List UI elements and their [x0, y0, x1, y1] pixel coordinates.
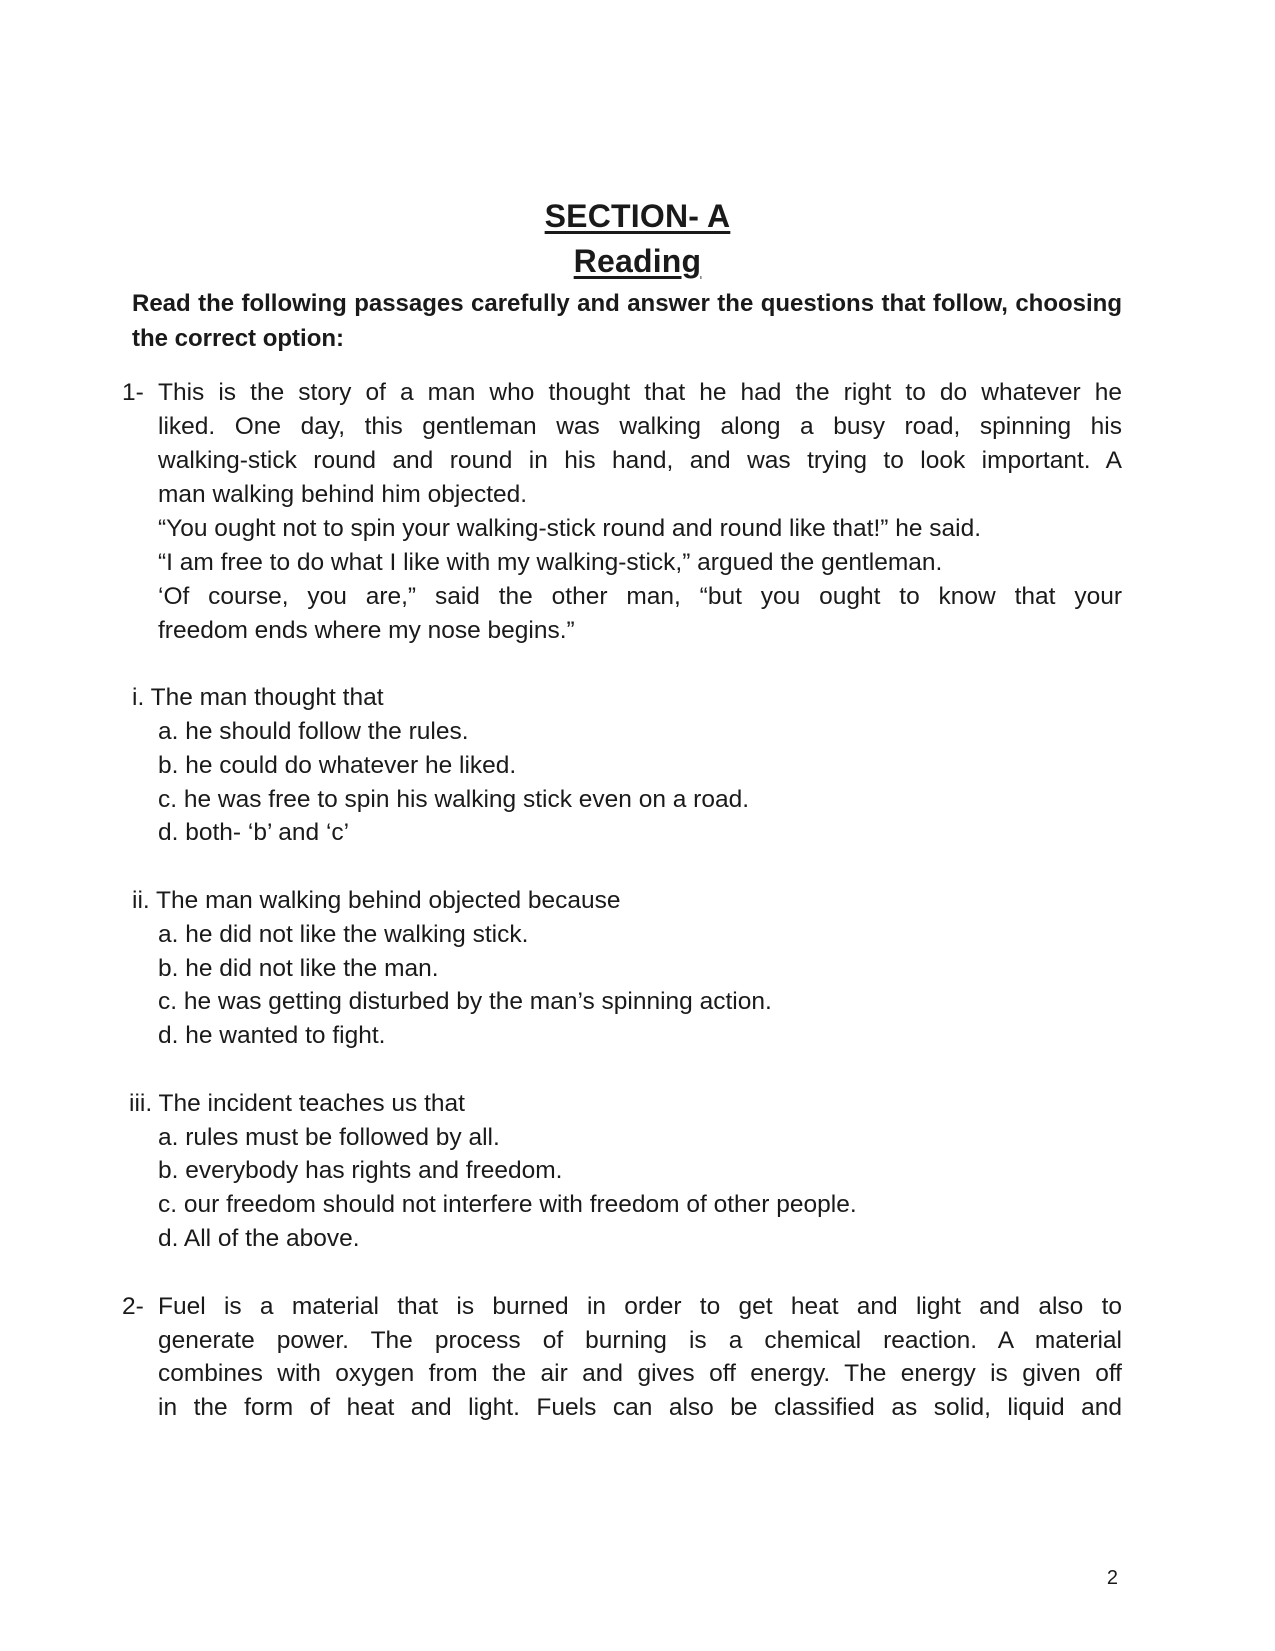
passage-line: “You ought not to spin your walking-stick round and round like that!” he said. — [158, 515, 982, 542]
passage-line: combines with oxygen from the air and gives off energy. The energy is given off — [158, 1360, 1122, 1387]
option: c. he was getting disturbed by the man’s spinning action. — [158, 988, 772, 1015]
option: b. he could do whatever he liked. — [158, 752, 517, 779]
passage-line: freedom ends where my nose begins.” — [158, 617, 575, 644]
question-stem: ii. The man walking behind objected because — [132, 887, 621, 914]
passage-line: in the form of heat and light. Fuels can also be classified as solid, liquid and — [158, 1394, 1122, 1421]
passage-line: generate power. The process of burning is a chemical reaction. A material — [158, 1327, 1122, 1354]
question-stem: i. The man thought that — [132, 684, 384, 711]
passage-line: man walking behind him objected. — [158, 481, 528, 508]
passage-number: 2- — [122, 1293, 144, 1320]
passage-line: Fuel is a material that is burned in order to get heat and light and also to — [158, 1293, 1122, 1320]
passage-line: “I am free to do what I like with my walking-stick,” argued the gentleman. — [158, 549, 943, 576]
option: a. he did not like the walking stick. — [158, 921, 529, 948]
passage-line: liked. One day, this gentleman was walking along a busy road, spinning his — [158, 413, 1122, 440]
option: c. our freedom should not interfere with freedom of other people. — [158, 1191, 857, 1218]
option: d. both- ‘b’ and ‘c’ — [158, 819, 350, 846]
question-stem: iii. The incident teaches us that — [129, 1090, 465, 1117]
section-subtitle: Reading — [573, 243, 702, 279]
passage-line: ‘Of course, you are,” said the other man, “but you ought to know that your — [158, 583, 1122, 610]
section-title: SECTION- A — [544, 198, 731, 234]
passage-number: 1- — [122, 379, 144, 406]
option: b. everybody has rights and freedom. — [158, 1157, 563, 1184]
passage-line: walking-stick round and round in his hand, and was trying to look important. A — [158, 447, 1122, 474]
option: b. he did not like the man. — [158, 955, 439, 982]
option: c. he was free to spin his walking stick even on a road. — [158, 786, 750, 813]
instructions: Read the following passages carefully and answer the questions that follow, choosing the correct option: — [132, 290, 1122, 352]
option: a. he should follow the rules. — [158, 718, 469, 745]
option: d. he wanted to fight. — [158, 1022, 386, 1049]
passage-line: This is the story of a man who thought that he had the right to do whatever he — [158, 379, 1122, 406]
option: a. rules must be followed by all. — [158, 1124, 500, 1151]
option: d. All of the above. — [158, 1225, 360, 1252]
page-number: 2 — [1106, 1567, 1118, 1589]
